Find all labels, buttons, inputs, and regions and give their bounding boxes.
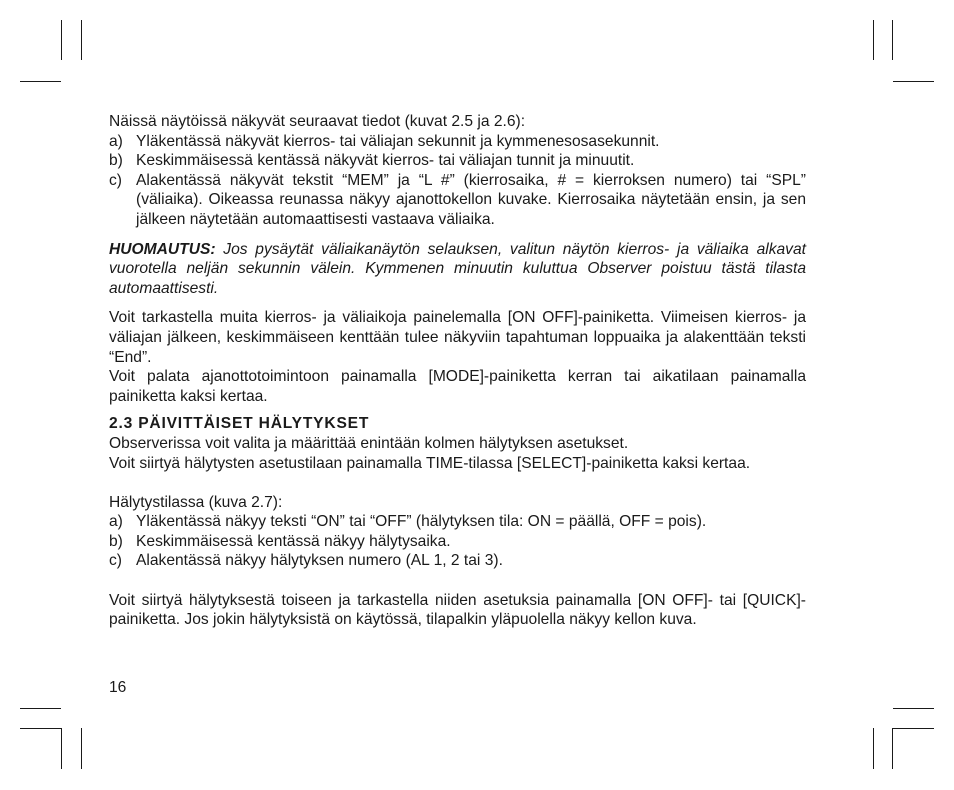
- list-item: [109, 512, 806, 532]
- crop-mark-br-v2: [892, 728, 893, 769]
- alarm-info-list: [109, 512, 806, 571]
- paragraph-browse-alarms: Voit siirtyä hälytyksestä toiseen ja tarkastella niiden asetuksia painamalla [ON OFF]- tai [QUICK]-painiketta. Jos jokin hälytyksistä on käytössä, tilapalkin yläpuolella näkyy kellon kuva.: [109, 591, 806, 629]
- crop-mark-tl-h: [20, 81, 61, 82]
- list-item-label: c): [109, 552, 122, 570]
- crop-mark-br-h2: [893, 728, 934, 729]
- list-item-text: Yläkentässä näkyvät kierros- tai väliajan sekunnit ja kymmenesosasekunnit.: [136, 132, 660, 150]
- list-item: [109, 171, 806, 230]
- paragraph-alarm-count: Observerissa voit valita ja määrittää enintään kolmen hälytyksen asetukset.: [109, 434, 629, 452]
- list-item-label: b): [109, 152, 123, 170]
- crop-mark-tr-v1: [873, 20, 874, 60]
- paragraph-alarm-setup: Voit siirtyä hälytysten asetustilaan painamalla TIME-tilassa [SELECT]-painiketta kaksi kertaa.: [109, 454, 751, 472]
- paragraph-return-mode: Voit palata ajanottotoimintoon painamalla [MODE]-painiketta kerran tai aikatilaan painamalla painiketta kaksi kertaa.: [109, 368, 806, 405]
- crop-mark-br-v1: [873, 728, 874, 769]
- list-item: [109, 132, 806, 152]
- list-item-text: Keskimmäisessä kentässä näkyvät kierros- tai väliajan tunnit ja minuutit.: [136, 152, 635, 170]
- list-item-text: Alakentässä näkyy hälytyksen numero (AL 1, 2 tai 3).: [136, 552, 503, 570]
- list-item-label: a): [109, 513, 123, 531]
- crop-mark-tr-v2: [892, 20, 893, 60]
- list-item: [109, 532, 806, 552]
- display-info-list: [109, 132, 806, 230]
- page-number: 16: [109, 679, 127, 696]
- list-item-label: a): [109, 132, 123, 150]
- crop-mark-bl-v2: [81, 728, 82, 769]
- note-label: HUOMAUTUS:: [109, 240, 216, 258]
- crop-mark-bl-h1: [20, 708, 61, 709]
- section-heading: 2.3 PÄIVITTÄISET HÄLYTYKSET: [109, 415, 370, 433]
- note-paragraph: [109, 240, 806, 299]
- list-item-text: Keskimmäisessä kentässä näkyy hälytysaika.: [136, 532, 451, 550]
- list-item: [109, 551, 806, 571]
- list-item-label: b): [109, 532, 123, 550]
- crop-mark-br-h1: [893, 708, 934, 709]
- note-text: Jos pysäytät väliaikanäytön selauksen, valitun näytön kierros- ja väliaika alkavat vuorotella neljän sekunnin välein. Kymmenen minuutin kuluttua Observer poistuu tästä tilasta automaattisesti.: [109, 240, 806, 297]
- page-body: [109, 112, 806, 630]
- crop-mark-tr-h: [893, 81, 934, 82]
- alarm-intro-text: Hälytystilassa (kuva 2.7):: [109, 493, 283, 511]
- intro-text: Näissä näytöissä näkyvät seuraavat tiedot (kuvat 2.5 ja 2.6):: [109, 113, 526, 130]
- paragraph-browse-laps: Voit tarkastella muita kierros- ja väliaikoja painelemalla [ON OFF]-painiketta. Viimeisen kierros- ja väliajan jälkeen, keskimmäiseen kenttään tulee näkyviin tapahtuman loppuaika ja alakenttään teksti “End”.: [109, 309, 806, 366]
- crop-mark-tl-v1: [61, 20, 62, 60]
- crop-mark-bl-h2: [20, 728, 61, 729]
- list-item-label: c): [109, 171, 122, 189]
- crop-mark-bl-v1: [61, 728, 62, 769]
- list-item-text: Alakentässä näkyvät tekstit “MEM” ja “L #” (kierrosaika, # = kierroksen numero) tai “SPL” (väliaika). Oikeassa reunassa näkyy ajanottokellon kuvake. Kierrosaika näytetään ensin, ja sen jälkeen näytetään automaattisesti vastaava väliaika.: [136, 171, 806, 228]
- list-item-text: Yläkentässä näkyy teksti “ON” tai “OFF” (hälytyksen tila: ON = päällä, OFF = pois).: [136, 513, 707, 531]
- list-item: [109, 151, 806, 171]
- crop-mark-tl-v2: [81, 20, 82, 60]
